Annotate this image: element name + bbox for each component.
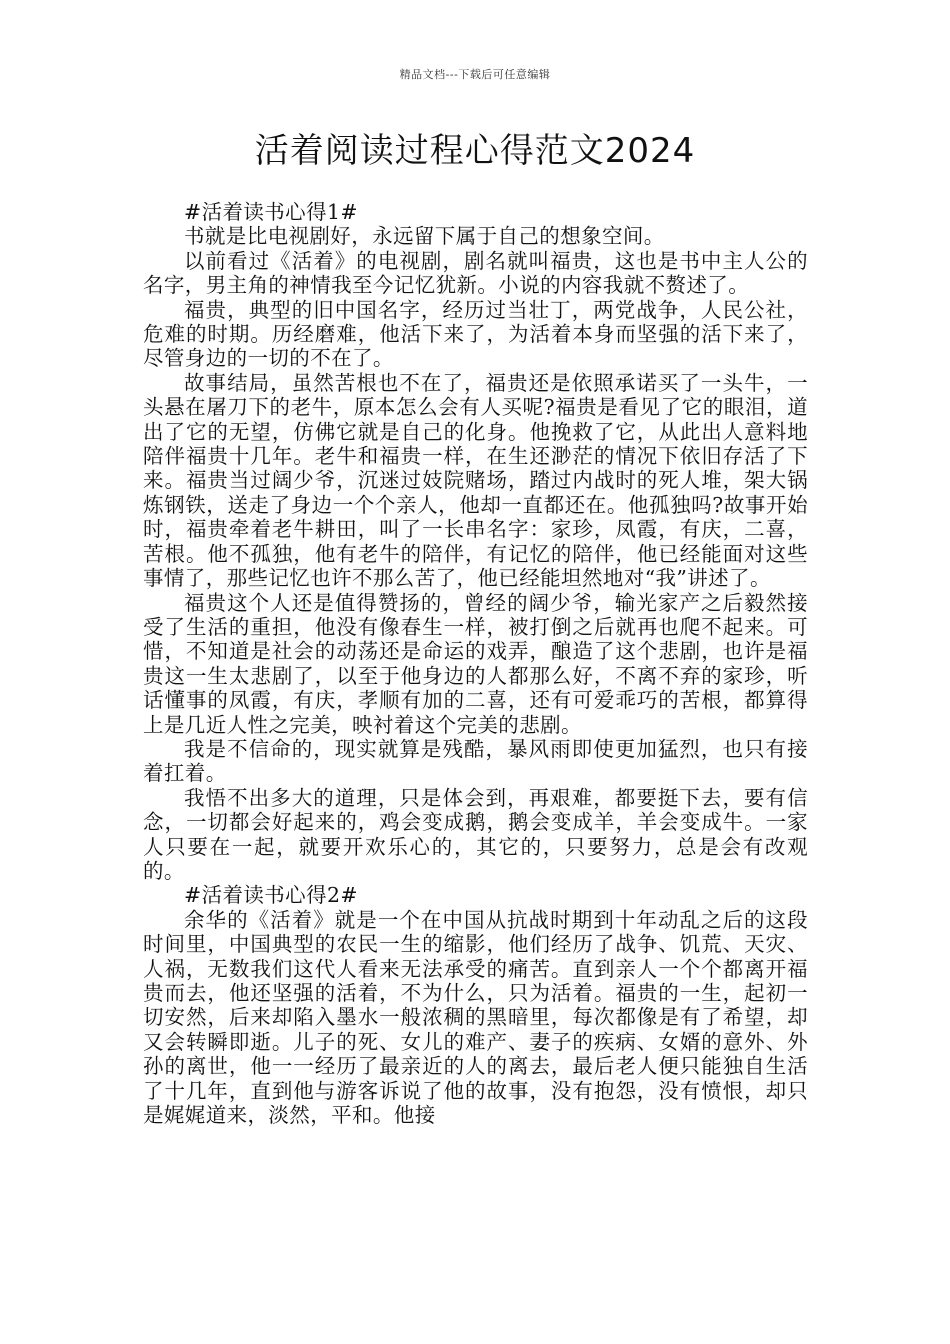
paragraph: 余华的《活着》就是一个在中国从抗战时期到十年动乱之后的这段时间里，中国典型的农民一生的缩影，他们经历了战争、饥荒、天灾、人祸，无数我们这代人看来无法承受的痛苦。直到亲人一个个都离开福贵而去，他还坚强的活着，不为什么，只为活着。福贵的一生，起初一切安然，后来却陷入墨水一般浓稠的黑暗里，每次都像是有了希望，却又会转瞬即逝。儿子的死、女儿的难产、妻子的疾病、女婿的意外、外孙的离世，他一一经历了最亲近的人的离去，最后老人便只能独自生活了十几年，直到他与游客诉说了他的故事，没有抱怨，没有愤恨，却只是娓娓道来，淡然，平和。他接 bbox=[143, 907, 808, 1128]
paragraph: 以前看过《活着》的电视剧，剧名就叫福贵，这也是书中主人公的名字，男主角的神情我至今记忆犹新。小说的内容我就不赘述了。 bbox=[143, 248, 808, 298]
paragraph: 我是不信命的，现实就算是残酷，暴风雨即使更加猛烈，也只有接着扛着。 bbox=[143, 736, 808, 786]
header-note: 精品文档---下载后可任意编辑 bbox=[399, 68, 551, 81]
paragraph: 福贵这个人还是值得赞扬的，曾经的阔少爷，输光家产之后毅然接受了生活的重担，他没有像春生一样，被打倒之后就再也爬不起来。可惜，不知道是社会的动荡还是命运的戏弄，酿造了这个悲剧，也许是福贵这一生太悲剧了，以至于他身边的人都那么好，不离不弃的家珍，听话懂事的凤霞，有庆，孝顺有加的二喜，还有可爱乖巧的苦根，都算得上是几近人性之完美，映衬着这个完美的悲剧。 bbox=[143, 590, 808, 737]
paragraph: 故事结局，虽然苦根也不在了，福贵还是依照承诺买了一头牛，一头悬在屠刀下的老牛，原本怎么会有人买呢?福贵是看见了它的眼泪，道出了它的无望，仿佛它就是自己的化身。他挽救了它，从此出人意料地陪伴福贵十几年。老牛和福贵一样，在生还渺茫的情况下依旧存活了下来。福贵当过阔少爷，沉迷过妓院赌场，踏过内战时的死人堆，架大锅炼钢铁，送走了身边一个个亲人，他却一直都还在。他孤独吗?故事开始时，福贵牵着老牛耕田，叫了一长串名字：家珍，凤霞，有庆，二喜，苦根。他不孤独，他有老牛的陪伴，有记忆的陪伴，他已经能面对这些事情了，那些记忆也许不那么苦了，他已经能坦然地对“我”讲述了。 bbox=[143, 370, 808, 591]
paragraph: 福贵，典型的旧中国名字，经历过当壮丁，两党战争，人民公社，危难的时期。历经磨难，他活下来了，为活着本身而坚强的活下来了，尽管身边的一切的不在了。 bbox=[143, 297, 808, 371]
document-title: 活着阅读过程心得范文2024 bbox=[254, 131, 696, 171]
section-heading: #活着读书心得1# bbox=[184, 200, 358, 224]
section-heading: #活着读书心得2# bbox=[184, 883, 358, 908]
document-body bbox=[143, 200, 808, 1127]
paragraph: 书就是比电视剧好，永远留下属于自己的想象空间。 bbox=[184, 224, 665, 249]
paragraph: 我悟不出多大的道理，只是体会到，再艰难，都要挺下去，要有信念，一切都会好起来的，鸡会变成鹅，鹅会变成羊，羊会变成牛。一家人只要在一起，就要开欢乐心的，其它的，只要努力，总是会有改观的。 bbox=[143, 785, 808, 883]
